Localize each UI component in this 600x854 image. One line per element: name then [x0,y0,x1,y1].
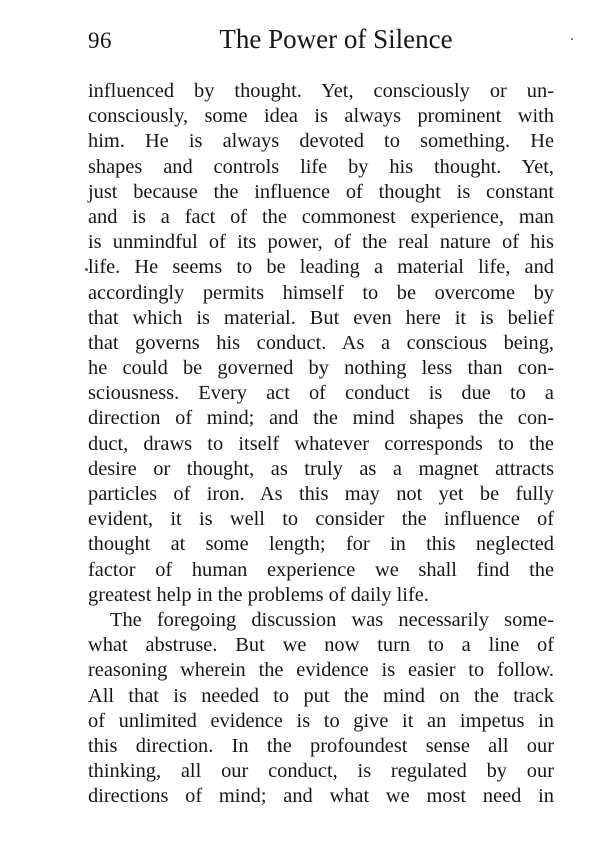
text-line: direction of mind; and the mind shapes the con- [88,407,554,430]
text-line: influenced by thought. Yet, consciously or un- [88,80,554,102]
text-line: directions of mind; and what we most need in [88,785,554,808]
text-line: desire or thought, as truly as a magnet attracts [88,457,554,480]
text-line: shapes and controls life by his thought. Yet, [88,155,554,178]
text-line: and is a fact of the commonest experience, man [88,205,554,228]
text-line: duct, draws to itself whatever corresponds to the [88,432,554,455]
running-title: The Power of Silence [219,24,453,54]
text-line: this direction. In the profoundest sense all our [88,734,554,757]
text-line: evident, it is well to consider the influence of [88,508,554,531]
text-line: him. He is always devoted to something. He [88,130,554,153]
text-line: consciously, some idea is always prominent with [88,105,554,128]
text-line: sciousness. Every act of conduct is due to a [88,382,554,405]
body-text [88,79,554,809]
text-line: accordingly permits himself to be overcome by [88,281,554,304]
text-line: that which is material. But even here it is belief [88,306,554,329]
text-line: All that is needed to put the mind on the track [88,684,554,707]
paragraph-1 [88,79,554,608]
text-line: is unmindful of its power, of the real nature of his [88,231,554,254]
text-line: greatest help in the problems of daily life. [88,583,429,606]
text-line: particles of iron. As this may not yet be fully [88,483,554,505]
text-line: what abstruse. But we now turn to a line of [88,634,554,657]
page-number: 96 [88,28,112,53]
margin-speck [85,268,88,271]
text-line: factor of human experience we shall find the [88,558,554,581]
paragraph-2 [88,608,554,810]
text-line: of unlimited evidence is to give it an impetus in [88,709,554,732]
page-header [88,22,554,58]
text-line: The foregoing discussion was necessarily some- [110,608,554,631]
text-line: he could be governed by nothing less than con- [88,357,554,380]
text-line: thinking, all our conduct, is regulated by our [88,760,554,783]
margin-speck [571,38,573,40]
text-line: just because the influence of thought is constant [88,180,554,203]
text-line: thought at some length; for in this neglected [88,533,554,556]
text-line: that governs his conduct. As a conscious being, [88,331,554,354]
text-line: reasoning wherein the evidence is easier to follow. [88,659,554,682]
text-line: life. He seems to be leading a material life, and [88,256,554,279]
